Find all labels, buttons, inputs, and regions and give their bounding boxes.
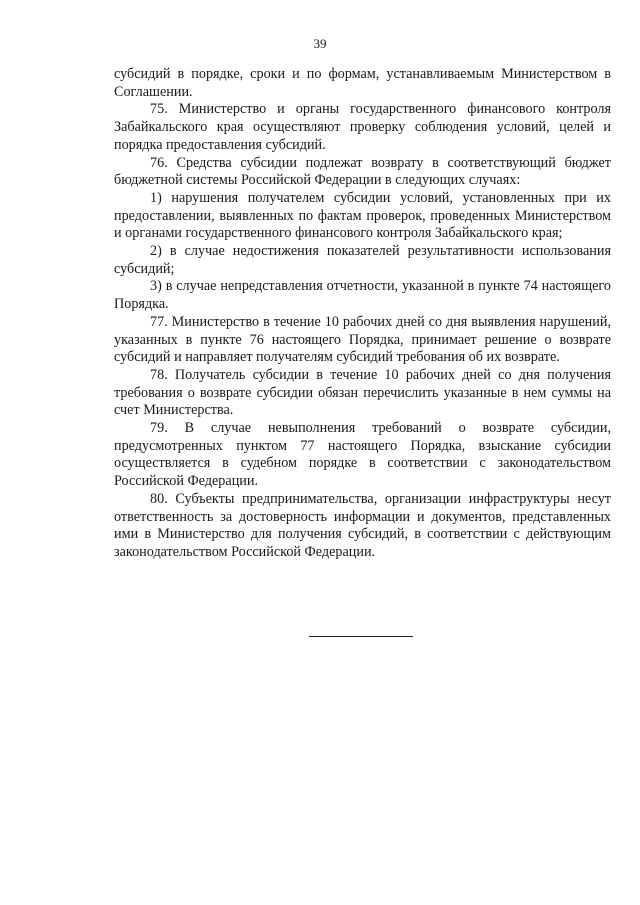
paragraph-79: 79. В случае невыполнения требований о возврате субсидии, предусмотренных пунктом 77 настоящего Порядка, взыскание субсидии осуществляется в судебном порядке в соответствии с законодательством Российской Федерации. [114, 420, 611, 490]
paragraph-76-item-2: 2) в случае недостижения показателей результативности использования субсидий; [114, 243, 611, 277]
paragraph-80: 80. Субъекты предпринимательства, организации инфраструктуры несут ответственность за достоверность информации и документов, представленных ими в Министерство для получения субсидий, в соответствии с действующим законодательством Российской Федерации. [114, 490, 611, 560]
paragraph-76: 76. Средства субсидии подлежат возврату в соответствующий бюджет бюджетной системы Российской Федерации в следующих случаях: [114, 154, 611, 189]
paragraph-78: 78. Получатель субсидии в течение 10 рабочих дней со дня получения требования о возврате субсидии обязан перечислить указанные в нем суммы на счет Министерства. [114, 366, 611, 419]
page-number: 39 [313, 36, 327, 51]
end-of-document-rule [309, 636, 413, 637]
document-body [114, 66, 611, 562]
paragraph-continuation: субсидий в порядке, сроки и по формам, устанавливаемым Министерством в Соглашении. [114, 66, 611, 100]
paragraph-75: 75. Министерство и органы государственного финансового контроля Забайкальского края осуществляют проверку соблюдения условий, целей и порядка предоставления субсидий. [114, 101, 611, 153]
paragraph-76-item-1: 1) нарушения получателем субсидии условий, установленных при их предоставлении, выявленных по фактам проверок, проведенных Министерством и органами государственного финансового контроля Забайкальского края; [114, 189, 611, 242]
paragraph-76-item-3: 3) в случае непредставления отчетности, указанной в пункте 74 настоящего Порядка. [114, 278, 611, 313]
paragraph-77: 77. Министерство в течение 10 рабочих дней со дня выявления нарушений, указанных в пункте 76 настоящего Порядка, принимает решение о возврате субсидий и направляет получателям субсидий требования об их возврате. [114, 313, 611, 366]
